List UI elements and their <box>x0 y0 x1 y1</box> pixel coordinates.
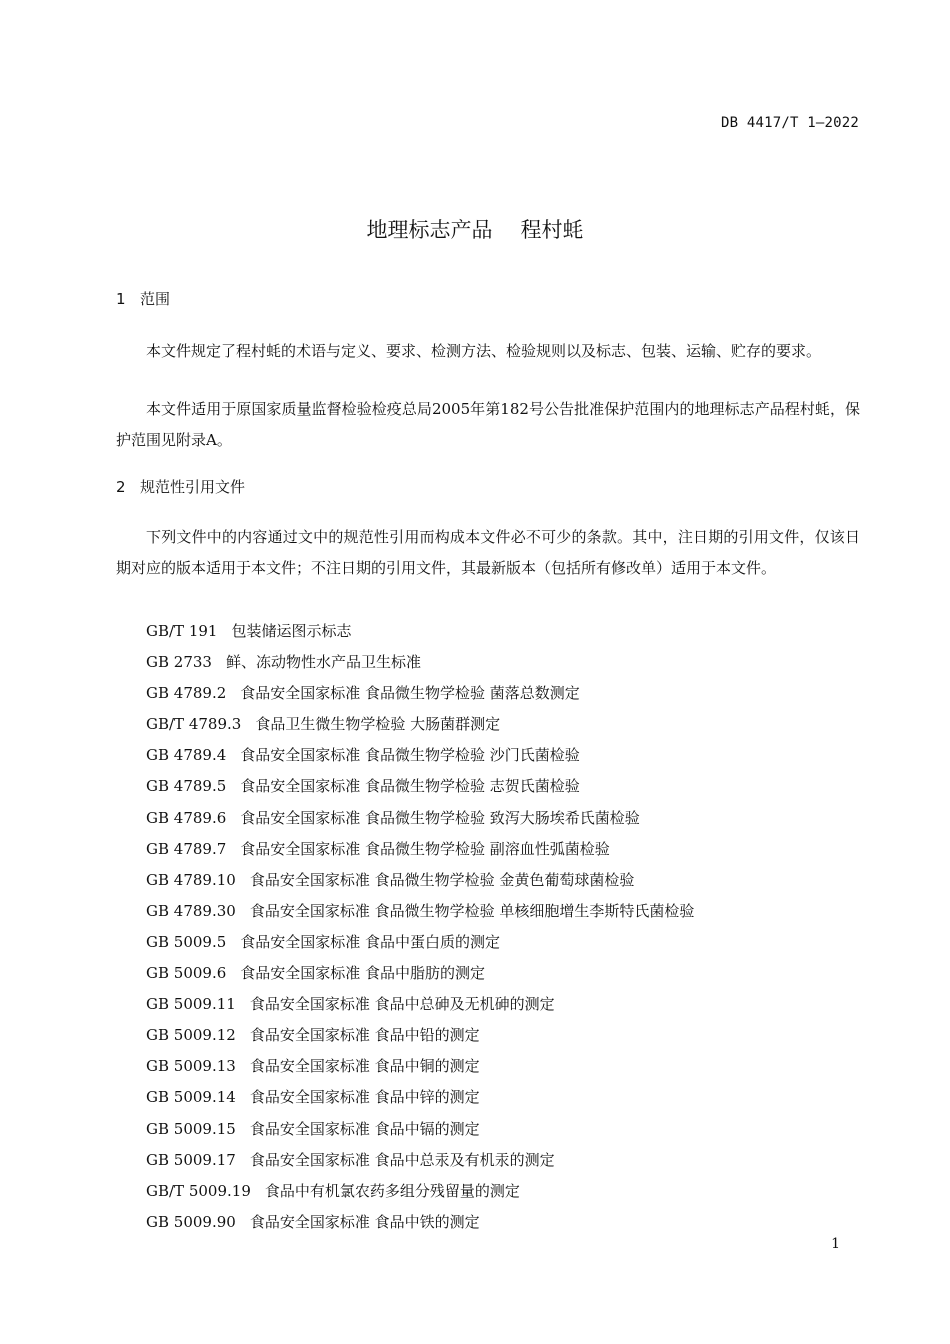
reference-title: 食品安全国家标准 食品中铁的测定 <box>249 1212 480 1231</box>
reference-code: GB 5009.13 <box>146 1057 236 1076</box>
reference-code: GB/T 5009.19 <box>146 1181 251 1200</box>
reference-title: 食品安全国家标准 食品微生物学检验 金黄色葡萄球菌检验 <box>249 870 635 889</box>
reference-code: GB 5009.11 <box>146 995 236 1014</box>
reference-item <box>146 803 694 834</box>
reference-code: GB 4789.7 <box>146 839 227 858</box>
reference-code: GB 4789.6 <box>146 808 227 827</box>
section-heading-normative-refs <box>116 476 245 497</box>
reference-title: 食品安全国家标准 食品中总砷及无机砷的测定 <box>249 995 555 1014</box>
reference-title: 食品安全国家标准 食品中总汞及有机汞的测定 <box>249 1150 555 1169</box>
reference-item <box>146 1051 694 1082</box>
reference-item <box>146 834 694 865</box>
reference-item <box>146 1176 694 1207</box>
reference-code: GB/T 4789.3 <box>146 715 242 734</box>
reference-code: GB 4789.5 <box>146 777 227 796</box>
reference-item <box>146 958 694 989</box>
reference-item <box>146 1145 694 1176</box>
reference-code: GB 5009.14 <box>146 1088 236 1107</box>
reference-title: 食品安全国家标准 食品微生物学检验 沙门氏菌检验 <box>240 746 580 765</box>
document-code: DB 4417/T 1—2022 <box>720 115 859 131</box>
section-heading-scope <box>116 288 170 309</box>
reference-code: GB 4789.2 <box>146 684 227 703</box>
scope-paragraph-1: 本文件规定了程村蚝的术语与定义、要求、检测方法、检验规则以及标志、包装、运输、贮存的要求。 <box>146 342 822 360</box>
reference-code: GB 5009.90 <box>146 1212 236 1231</box>
reference-item <box>146 1114 694 1145</box>
reference-item <box>146 1207 694 1238</box>
reference-code: GB 5009.17 <box>146 1150 236 1169</box>
reference-item <box>146 709 694 740</box>
document-title <box>0 214 950 244</box>
reference-code: GB 4789.30 <box>146 901 236 920</box>
reference-item <box>146 989 694 1020</box>
reference-title: 食品安全国家标准 食品微生物学检验 副溶血性弧菌检验 <box>240 839 610 858</box>
section-number: 1 <box>116 290 126 308</box>
reference-code: GB 5009.12 <box>146 1026 236 1045</box>
reference-item <box>146 865 694 896</box>
reference-title: 食品卫生微生物学检验 大肠菌群测定 <box>255 715 501 734</box>
reference-title: 包装储运图示标志 <box>231 622 352 640</box>
reference-title: 食品安全国家标准 食品中蛋白质的测定 <box>240 932 501 951</box>
reference-item <box>146 647 694 678</box>
reference-item <box>146 1082 694 1113</box>
reference-title: 食品安全国家标准 食品微生物学检验 菌落总数测定 <box>240 684 580 703</box>
reference-item <box>146 896 694 927</box>
reference-code: GB 5009.5 <box>146 932 227 951</box>
reference-item <box>146 678 694 709</box>
reference-title: 食品安全国家标准 食品中脂肪的测定 <box>240 964 486 983</box>
reference-title: 食品安全国家标准 食品微生物学检验 致泻大肠埃希氏菌检验 <box>240 808 640 827</box>
title-part-1: 地理标志产品 <box>366 218 493 243</box>
reference-title: 食品安全国家标准 食品中铅的测定 <box>249 1026 480 1045</box>
page-number: 1 <box>831 1236 840 1252</box>
reference-title: 食品中有机氯农药多组分残留量的测定 <box>264 1181 520 1200</box>
reference-title: 食品安全国家标准 食品中锌的测定 <box>249 1088 480 1107</box>
reference-list <box>146 616 694 1238</box>
section-title: 规范性引用文件 <box>140 478 246 496</box>
reference-code: GB 4789.10 <box>146 870 236 889</box>
reference-code: GB 2733 <box>146 653 212 672</box>
reference-item <box>146 927 694 958</box>
reference-title: 食品安全国家标准 食品中镉的测定 <box>249 1119 480 1138</box>
reference-title: 食品安全国家标准 食品中铜的测定 <box>249 1057 480 1076</box>
reference-item <box>146 616 694 647</box>
reference-code: GB 4789.4 <box>146 746 227 765</box>
reference-item <box>146 1020 694 1051</box>
reference-title: 鲜、冻动物性水产品卫生标准 <box>225 653 421 672</box>
reference-code: GB/T 191 <box>146 622 218 640</box>
section-title: 范围 <box>140 290 171 308</box>
reference-code: GB 5009.15 <box>146 1119 236 1138</box>
normative-refs-intro: 下列文件中的内容通过文中的规范性引用而构成本文件必不可少的条款。其中，注日期的引用文件，仅该日期对应的版本适用于本文件；不注日期的引用文件，其最新版本（包括所有修改单）适用于本文件。 <box>116 528 860 577</box>
reference-title: 食品安全国家标准 食品微生物学检验 志贺氏菌检验 <box>240 777 580 796</box>
reference-code: GB 5009.6 <box>146 964 227 983</box>
reference-item <box>146 740 694 771</box>
section-number: 2 <box>116 478 126 496</box>
reference-item <box>146 771 694 802</box>
scope-paragraph-2: 本文件适用于原国家质量监督检验检疫总局2005年第182号公告批准保护范围内的地理标志产品程村蚝，保护范围见附录A。 <box>116 400 860 449</box>
title-part-2: 程村蚝 <box>520 218 584 243</box>
reference-title: 食品安全国家标准 食品微生物学检验 单核细胞增生李斯特氏菌检验 <box>249 901 695 920</box>
